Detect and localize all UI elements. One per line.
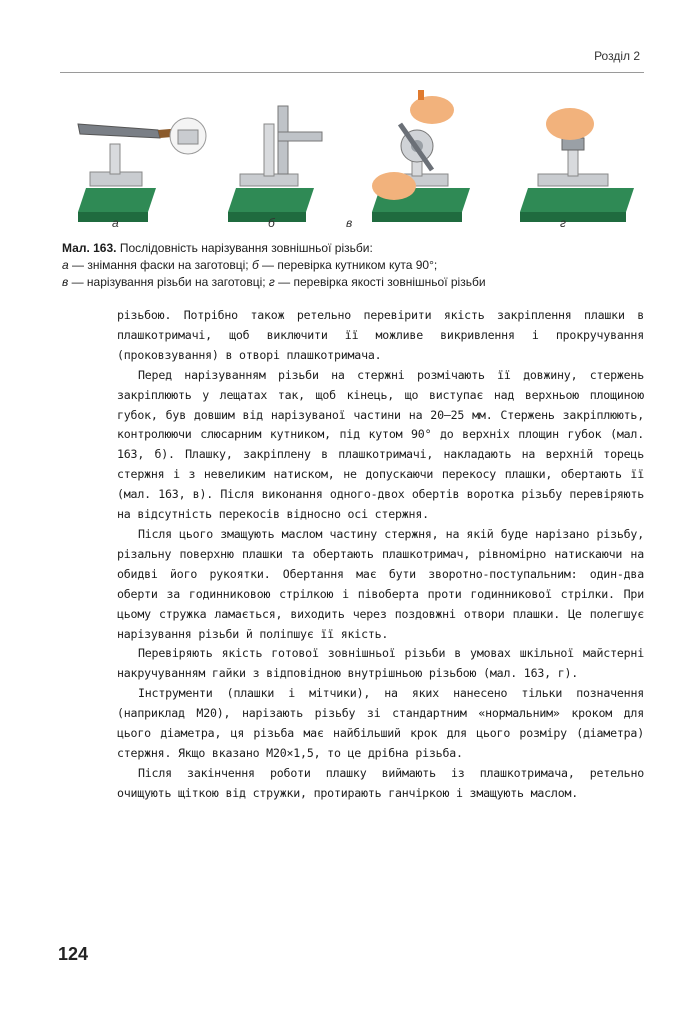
paragraph: Після закінчення роботи плашку виймають із плашкотримача, ретельно очищують щіткою від стружки, протирають ганчіркою і змащують маслом. (117, 765, 644, 800)
figure-caption (62, 240, 646, 291)
panel-label-b: б (268, 216, 275, 230)
panel-a-chamfering (78, 118, 206, 222)
caption-number: Мал. 163. (62, 241, 117, 255)
caption-text-b: — перевірка кутником кута 90°; (258, 258, 438, 272)
caption-letter-v: в (62, 275, 69, 289)
caption-text-a: — знімання фаски на заготовці; (68, 258, 252, 272)
main-text (117, 306, 644, 804)
paragraph: різьбою. Потрібно також ретельно перевірити якість закріплення плашки в плашкотримачі, щоб виключити її можливе викривлення і прокручування (проковзування) в отворі плашкотримача. (117, 308, 644, 362)
page-header (60, 44, 644, 73)
caption-line-3 (62, 274, 646, 291)
panel-v-threading (372, 90, 470, 222)
caption-letter-a: а (62, 258, 69, 272)
paragraph: Перед нарізуванням різьби на стержні розмічають її довжину, стержень закріплюють у лещатах так, щоб кінець, що виступає над верхньою площиною губок, був довшим від нарізуваної частини на 20–25 мм. Стержень закріплюють, контролюючи слюсарним кутником, під кутом 90° до верхніх площин губок (мал. 163, б). Плашку, закріплену в плашкотримачі, накладають на верхній торець стержня і з невеликим натиском, не допускаючи перекосу плашки, обертають її (мал. 163, в). Після виконання одного-двох обертів воротка різьбу перевіряють на відсутність перекосів відносно осі стержня. (117, 367, 644, 522)
caption-line-2 (62, 257, 646, 274)
caption-letter-g: г (268, 275, 275, 289)
paragraph: Інструменти (плашки і мітчики), на яких нанесено тільки позначення (наприклад М20), нарізають різьбу зі стандартним «нормальним» кроком для цього діаметра, ця різьба має найбільший крок для цього розміру (діаметра) стержня. Якщо вказано М20×1,5, то це дрібна різьба. (117, 686, 644, 760)
caption-text-v: — нарізування різьби на заготовці; (68, 275, 269, 289)
panel-b-square-check (228, 106, 322, 222)
caption-text-g: — перевірка якості зовнішньої різьби (274, 275, 486, 289)
panel-g-nut-check (520, 108, 634, 222)
paragraph: Після цього змащують маслом частину стержня, на якій буде нарізано різьбу, різальну поверхню плашки та обертають плашкотримач, рівномірно натискаючи на обидві його рукоятки. Обертання має бути зворотно-поступальним: один-два оберти за годинниковою стрілкою і півоберта проти годинникової стрілки. При цьому стружка ламається, виходить через поздовжні отвори плашки. Це полегшує нарізування різьби й поліпшує її якість. (117, 526, 644, 641)
figure-163 (60, 84, 644, 242)
panel-label-g: г (560, 216, 566, 230)
caption-title: Послідовність нарізування зовнішньої різьби: (119, 241, 373, 255)
panel-label-a: а (112, 216, 119, 230)
page-number: 124 (58, 944, 89, 964)
section-label: Розділ 2 (594, 49, 640, 63)
caption-letter-b: б (251, 258, 259, 272)
paragraph: Перевіряють якість готової зовнішньої різьби в умовах шкільної майстерні накручуванням гайки з відповідною внутрішньою різьбою (мал. 163, г). (117, 646, 644, 681)
panel-label-v: в (346, 216, 353, 230)
caption-line-1 (62, 240, 646, 257)
